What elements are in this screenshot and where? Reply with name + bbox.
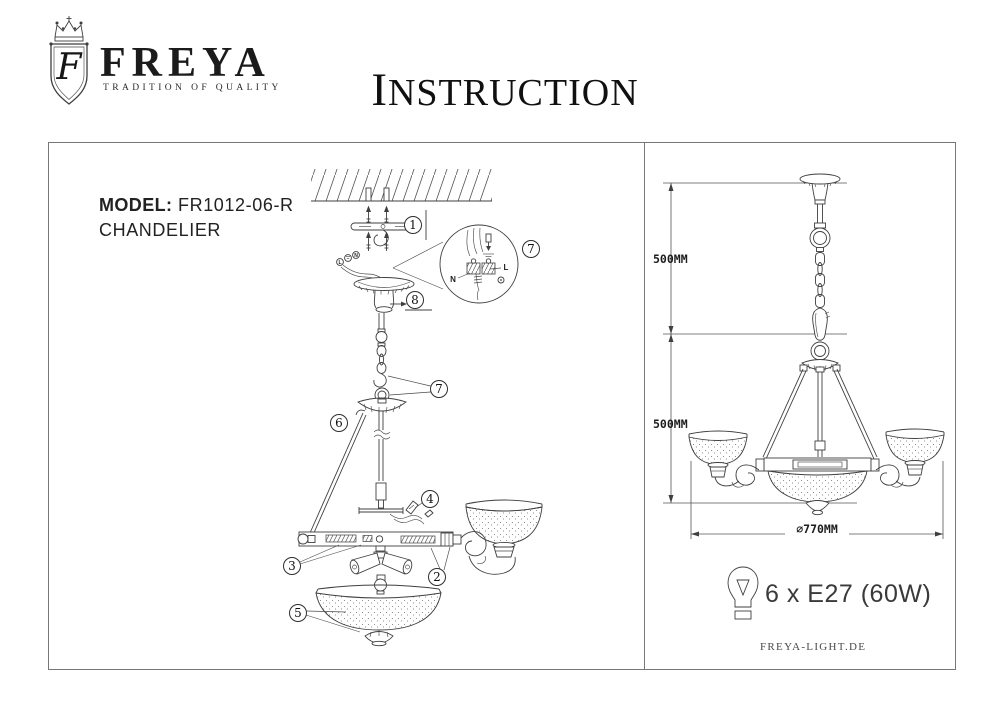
callout-7-detail xyxy=(523,241,540,258)
svg-text:4: 4 xyxy=(426,492,434,506)
svg-text:N: N xyxy=(354,253,358,259)
canopy xyxy=(354,278,414,313)
bobeche xyxy=(358,398,406,413)
model-label: MODEL: xyxy=(99,195,173,215)
shield-icon xyxy=(49,42,88,104)
bulb-spec: 6 x E27 (60W) xyxy=(765,580,932,608)
dim-body-height: 500MM xyxy=(653,417,688,431)
callout-2 xyxy=(429,547,451,586)
svg-text:8: 8 xyxy=(411,293,419,307)
lamp-sockets xyxy=(349,546,414,594)
page-title: INSTRUCTION xyxy=(371,64,639,116)
callout-4 xyxy=(415,491,439,509)
brand-text: FREYA xyxy=(100,40,271,86)
svg-text:7: 7 xyxy=(435,382,443,396)
finial xyxy=(365,630,393,646)
ceiling xyxy=(311,169,492,201)
callout-8 xyxy=(390,292,432,311)
svg-text:5: 5 xyxy=(294,606,302,620)
central-rod xyxy=(374,411,390,508)
neutral-label: N xyxy=(450,275,456,284)
callout-6 xyxy=(331,415,348,432)
exploded-diagram xyxy=(49,143,644,669)
crown-icon xyxy=(55,16,83,41)
svg-text:2: 2 xyxy=(433,570,441,584)
live-label: L xyxy=(503,263,509,272)
assembled-chandelier xyxy=(689,174,944,515)
dim-diameter: ∅770MM xyxy=(796,522,838,536)
svg-text:L: L xyxy=(338,260,342,266)
freya-logo-icon xyxy=(44,16,94,108)
model-code: FR1012-06-R xyxy=(178,195,294,215)
arm-and-shade xyxy=(453,500,542,574)
svg-text:7: 7 xyxy=(527,242,535,256)
svg-text:3: 3 xyxy=(288,559,296,573)
monogram: F xyxy=(56,47,82,88)
svg-text:6: 6 xyxy=(335,416,343,430)
callout-3 xyxy=(284,545,362,575)
svg-text:1: 1 xyxy=(409,218,417,232)
bulb-icon xyxy=(723,565,763,629)
website-text: FREYA-LIGHT.DE xyxy=(760,641,867,653)
callout-7-loop xyxy=(388,376,448,398)
brand-tagline: TRADITION OF QUALITY xyxy=(103,83,282,93)
product-type: CHANDELIER xyxy=(99,220,222,240)
callout-1 xyxy=(405,210,427,240)
wiring-detail xyxy=(393,225,518,303)
stem-chain xyxy=(374,313,387,387)
dim-hang-height: 500MM xyxy=(653,252,688,266)
body-bar xyxy=(298,532,453,546)
